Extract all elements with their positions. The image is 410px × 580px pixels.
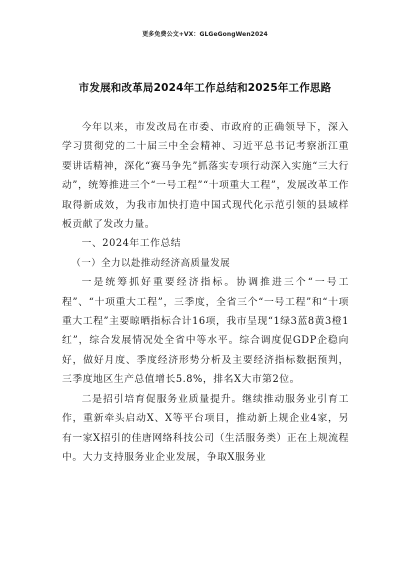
subsection-heading: （一）全力以赴推动经济高质量发展 [71, 257, 231, 269]
body-paragraph: 一是统筹抓好重要经济指标。协调推进三个“一号工程”、“十项重大工程”，三季度，全省三个“一号工程”和“十项重大工程”主要晾晒指标合计16项，我市呈现“1绿3蓝8黄3橙1红”，综合发展情况处全省中等水平。综合调度促GDP企稳向好，做好月度、季度经济形势分析及主要经济指标数据预判，三季度地区生产总值增长5.8%，排名X大市第2位。 [62, 277, 349, 386]
document-title: 市发展和改革局2024年工作总结和2025年工作思路 [78, 82, 332, 94]
document-body [62, 118, 349, 467]
header-note: 更多免费公文+VX：GLGeGongWen2024 [142, 31, 268, 38]
intro-paragraph: 今年以来，市发改局在市委、市政府的正确领导下，深入学习贯彻党的二十届三中全会精神、习近平总书记考察浙江重要讲话精神，深化“赛马争先”抓落实专项行动深入实施“三大行动”，统筹推进三个“一号工程”“十项重大工程”，发展改革工作取得新成效，为我市加快打造中国式现代化示范引领的县域样板贡献了发改力量。 [62, 122, 349, 231]
body-paragraph: 二是招引培育促服务业质量提升。继续推动服务业引育工作，重新牵头启动X、X等平台项目，推动新上规企业4家，另有一家X招引的佳唐网络科技公司（生活服务类）正在上规流程中。大力支持服务业企业发展，争取X服务业 [62, 393, 349, 463]
section-heading: 一、2024年工作总结 [81, 238, 182, 250]
